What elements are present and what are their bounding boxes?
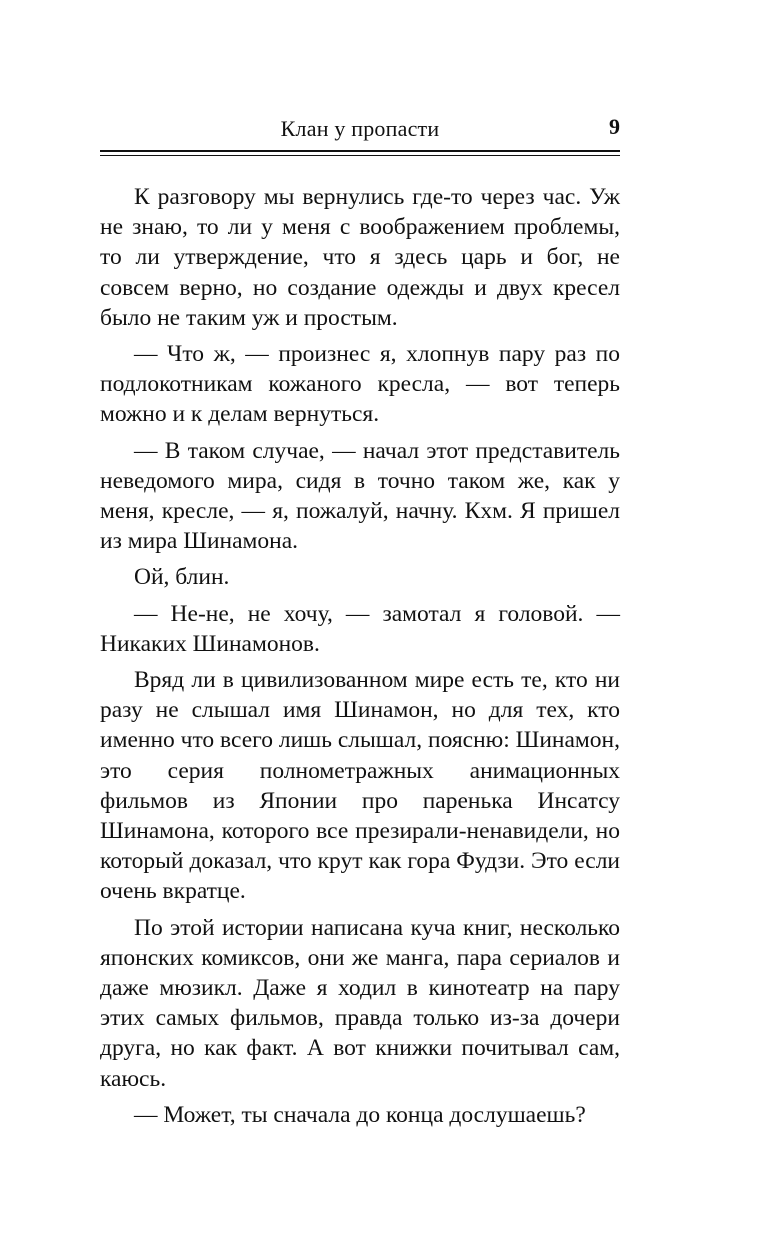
paragraph: По этой истории написана куча книг, несколько японских комиксов, они же манга, пара сериалов и даже мюзикл. Даже я ходил в кинотеатр на пару этих самых фильмов, правда только из-за дочери друга, но как факт. А вот книжки почитывал сам, каюсь. [100, 914, 620, 1092]
header-divider [100, 150, 620, 156]
paragraph: Вряд ли в цивилизованном мире есть те, кто ни разу не слышал имя Шинамон, но для тех, кто именно что всего лишь слышал, поясню: Шинамон, это серия полнометражных анимационных фильмов из Японии про паренька Инсатсу Шинамона, которого все презирали-ненавидели, но который доказал, что крут как гора Фудзи. Это если очень вкратце. [100, 667, 621, 905]
page-number: 9 [609, 114, 620, 139]
paragraph: — Может, ты сначала до конца дослушаешь? [134, 1101, 586, 1128]
book-page [100, 110, 620, 1136]
paragraph: Ой, блин. [134, 564, 230, 591]
paragraph: — Что ж, — произнес я, хлопнув пару раз по подлокотникам кожаного кресла, — вот теперь можно и к делам вернуться. [100, 341, 620, 428]
paragraph: — Не-не, не хочу, — замотал я головой. — Никаких Шинамонов. [100, 600, 620, 657]
paragraph: — В таком случае, — начал этот представитель неведомого мира, сидя в точно таком же, как у меня, кресле, — я, пожалуй, начну. Кхм. Я пришел из мира Шинамона. [100, 437, 620, 555]
body-text [100, 182, 620, 1130]
page-header [100, 110, 620, 144]
running-title: Клан у пропасти [280, 116, 440, 141]
paragraph: К разговору мы вернулись где-то через час. Уж не знаю, то ли у меня с воображением проблемы, то ли утверждение, что я здесь царь и бог, не совсем верно, но создание одежды и двух кресел было не таким уж и простым. [100, 184, 620, 331]
